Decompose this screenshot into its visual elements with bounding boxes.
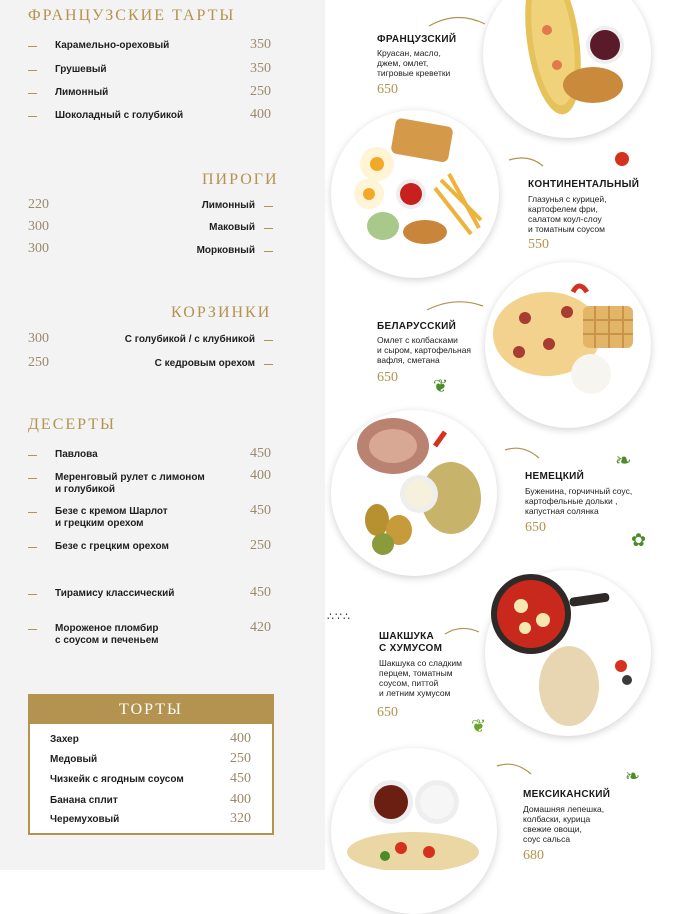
menu-item-price: 450 xyxy=(250,585,271,600)
dish-price: 650 xyxy=(377,82,398,97)
dish-desc-line: колбаски, курица xyxy=(523,814,591,824)
menu-item-price: 250 xyxy=(230,751,251,766)
dish-title: БЕЛАРУССКИЙ xyxy=(377,321,457,332)
section-title-desserts: ДЕСЕРТЫ xyxy=(28,416,116,433)
menu-item-price: 250 xyxy=(28,355,49,370)
menu-item-price: 250 xyxy=(250,538,271,553)
omelet-waffle-illustration xyxy=(485,262,651,428)
menu-item-name: Павлова xyxy=(55,449,98,460)
dish-desc-line: свежие овощи, xyxy=(523,824,582,834)
dish-desc-line: Круасан, масло, xyxy=(377,48,441,58)
herb-leaf-icon: ❧ xyxy=(615,450,632,472)
dish-price: 650 xyxy=(377,705,398,720)
menu-item-price: 420 xyxy=(250,620,271,635)
menu-item-name: С кедровым орехом xyxy=(154,358,255,369)
menu-item-price: 400 xyxy=(230,792,251,807)
menu-item-name: Грушевый xyxy=(55,64,107,75)
dish-photo-belarusian xyxy=(485,262,651,428)
dish-desc-line: Домашняя лепешка, xyxy=(523,804,605,814)
dish-desc-line: Буженина, горчичный соус, xyxy=(525,486,633,496)
dish-price: 550 xyxy=(528,237,549,252)
decor-swoosh xyxy=(425,298,485,317)
menu-item-price: 300 xyxy=(28,331,49,346)
menu-item-name: Безе с грецким орехом xyxy=(55,541,169,552)
tortilla-sauces-illustration xyxy=(331,748,497,870)
dash xyxy=(28,455,37,456)
dish-price: 650 xyxy=(377,370,398,385)
menu-item-price: 400 xyxy=(250,468,271,483)
dish-desc-line: и летним хумусом xyxy=(379,688,451,698)
herb-sprig-icon: ❧ xyxy=(625,766,641,786)
dish-desc-line: вафля, сметана xyxy=(377,355,440,365)
menu-item-price: 220 xyxy=(28,197,49,212)
dish-desc-line: перцем, томатным xyxy=(379,668,453,678)
decor-swoosh xyxy=(427,14,487,33)
menu-item-price: 450 xyxy=(250,503,271,518)
menu-item-price: 300 xyxy=(28,241,49,256)
dish-photo-shakshuka xyxy=(485,570,651,736)
dish-title: МЕКСИКАНСКИЙ xyxy=(523,789,611,800)
dash xyxy=(264,228,273,229)
menu-item-name: Безе с кремом Шарлот xyxy=(55,506,168,517)
dash xyxy=(28,594,37,595)
section-title-tarts: ФРАНЦУЗСКИЕ ТАРТЫ xyxy=(28,7,236,24)
menu-item-name-line2: и голубикой xyxy=(55,484,116,495)
decor-swoosh xyxy=(503,446,543,467)
section-title-pies: ПИРОГИ xyxy=(202,171,279,188)
dash xyxy=(264,364,273,365)
dish-desc-line: соус сальса xyxy=(523,834,571,844)
dish-photo-continental xyxy=(331,110,499,278)
dish-desc-line: капустная солянка xyxy=(525,506,599,516)
menu-item-name: Морковный xyxy=(196,245,255,256)
menu-item-name: Меренговый рулет с лимоном xyxy=(55,472,205,483)
menu-item-name: Лимонный xyxy=(55,87,109,98)
menu-item-name-line2: и грецким орехом xyxy=(55,518,144,529)
dish-photo-mexican xyxy=(331,748,497,914)
menu-item-name-line2: с соусом и печеньем xyxy=(55,635,159,646)
tomato-decor xyxy=(615,152,629,166)
dash xyxy=(28,547,37,548)
dish-title-line2: С ХУМУСОМ xyxy=(379,643,443,654)
dash xyxy=(264,251,273,252)
dish-price: 680 xyxy=(523,848,544,863)
dish-desc-line: салатом коул-слоу xyxy=(528,214,602,224)
peppercorns-decor: ∴∵∴ xyxy=(327,611,351,623)
menu-item-name: Чизкейк с ягодным соусом xyxy=(50,774,184,785)
dish-title: КОНТИНЕНТАЛЬНЫЙ xyxy=(528,179,640,190)
menu-item-price: 300 xyxy=(28,219,49,234)
dish-desc-line: картофельные дольки , xyxy=(525,496,618,506)
right-breakfast-panel xyxy=(325,0,682,870)
dish-desc-line: тигровые креветки xyxy=(377,68,451,78)
section-title-cakes: ТОРТЫ xyxy=(30,696,272,724)
dash xyxy=(28,478,37,479)
dish-title: ФРАНЦУЗСКИЙ xyxy=(377,34,457,45)
menu-item-name: Банана сплит xyxy=(50,795,118,806)
fried-eggs-fries-illustration xyxy=(331,110,499,278)
dash xyxy=(28,93,37,94)
dish-title: ШАКШУКА xyxy=(379,631,435,642)
basil-leaf-icon: ❦ xyxy=(471,716,487,736)
menu-item-name: Маковый xyxy=(209,222,255,233)
decor-swoosh xyxy=(495,762,535,783)
section-title-baskets: КОРЗИНКИ xyxy=(171,304,272,321)
menu-item-name: Захер xyxy=(50,734,79,745)
left-menu-panel xyxy=(0,0,325,870)
omelet-croissant-illustration xyxy=(483,0,651,138)
menu-item-name: Черемуховый xyxy=(50,814,120,825)
dash xyxy=(264,206,273,207)
dish-desc-line: Омлет с колбасками xyxy=(377,335,458,345)
dish-desc-line: соусом, питтой xyxy=(379,678,439,688)
menu-item-name: Лимонный xyxy=(201,200,255,211)
cakes-box xyxy=(28,694,274,835)
menu-item-price: 350 xyxy=(250,61,271,76)
menu-item-name: Тирамису классический xyxy=(55,588,175,599)
menu-item-name: Медовый xyxy=(50,754,98,765)
herb-leaf-icon: ❦ xyxy=(433,376,449,396)
pork-potatoes-illustration xyxy=(331,410,497,576)
dash xyxy=(28,629,37,630)
dish-desc-line: Шакшука со сладким xyxy=(379,658,462,668)
menu-item-price: 450 xyxy=(250,446,271,461)
dash xyxy=(264,340,273,341)
dish-photo-german xyxy=(331,410,497,576)
menu-item-name: Шоколадный с голубикой xyxy=(55,110,184,121)
dish-title: НЕМЕЦКИЙ xyxy=(525,471,585,482)
menu-item-name: Мороженое пломбир xyxy=(55,623,159,634)
decor-swoosh xyxy=(507,156,547,175)
dish-photo-french xyxy=(483,0,651,138)
menu-item-name: С голубикой / с клубникой xyxy=(124,334,255,345)
dish-desc-line: и сыром, картофельная xyxy=(377,345,472,355)
menu-item-price: 250 xyxy=(250,84,271,99)
dish-price: 650 xyxy=(525,520,546,535)
menu-item-name: Карамельно-ореховый xyxy=(55,40,170,51)
herb-sprig-icon: ✿ xyxy=(631,530,647,550)
shakshuka-pan-illustration xyxy=(485,570,651,736)
menu-item-price: 350 xyxy=(250,37,271,52)
dish-desc-line: Глазунья с курицей, xyxy=(528,194,607,204)
decor-swoosh xyxy=(443,624,483,643)
dash xyxy=(28,116,37,117)
dash xyxy=(28,512,37,513)
menu-item-price: 320 xyxy=(230,811,251,826)
dish-desc-line: и томатным соусом xyxy=(528,224,605,234)
dash xyxy=(28,70,37,71)
dash xyxy=(28,46,37,47)
dish-desc-line: картофелем фри, xyxy=(528,204,598,214)
menu-item-price: 400 xyxy=(230,731,251,746)
menu-item-price: 450 xyxy=(230,771,251,786)
dish-desc-line: джем, омлет, xyxy=(377,58,429,68)
menu-item-price: 400 xyxy=(250,107,271,122)
